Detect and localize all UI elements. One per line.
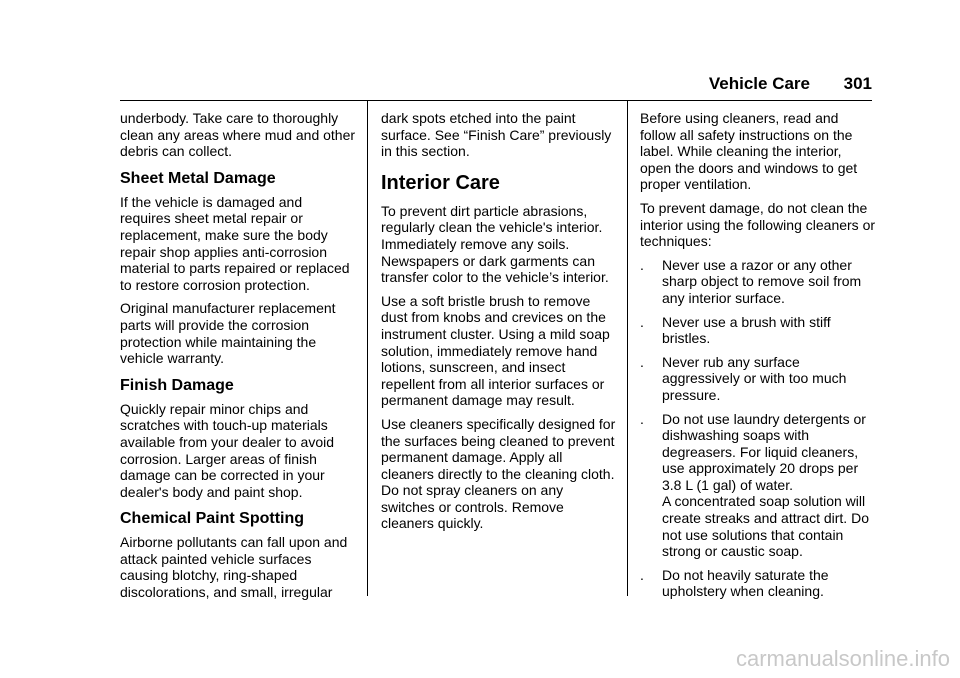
paragraph-finish-damage: Quickly repair minor chips and scratches with touch-up materials available from your dealer to avoid corrosion. Larger areas of finish damage can be corrected in your dealer's body and paint shop. [120, 400, 335, 500]
paragraph-safety-instructions: Before using cleaners, read and follow all safety instructions on the label. While cleaning the interior, open the doors and windows to get proper ventilation. [640, 110, 858, 193]
paragraph-dark-spots: dark spots etched into the paint surface. See “Finish Care” previously in this section. [381, 110, 612, 160]
watermark: carmanualsonline.info [735, 646, 950, 671]
column-divider-2 [627, 100, 628, 596]
paragraph-chemical-spotting: Airborne pollutants can fall upon and attack painted vehicle surfaces causing blotchy, ring-shaped discolorations, and small, irregular [120, 534, 348, 601]
list-item [640, 257, 876, 307]
list-item [640, 411, 876, 560]
list-item [640, 354, 876, 404]
heading-sheet-metal-damage: Sheet Metal Damage [120, 169, 276, 187]
page-number: 301 [843, 74, 872, 93]
heading-finish-damage: Finish Damage [120, 376, 234, 394]
bullet-mark: . [640, 353, 644, 370]
section-title: Vehicle Care [708, 74, 810, 93]
column-divider-1 [367, 100, 368, 596]
paragraph-prevent-damage: To prevent damage, do not clean the interior using the following cleaners or techniques: [640, 199, 876, 250]
list-item-text: Never rub any surface aggressively or with too much pressure. [662, 353, 847, 403]
heading-interior-care: Interior Care [381, 171, 500, 194]
list-item-extra-text: A concentrated soap solution will create streaks and attract dirt. Do not use solutions that contain strong or caustic soap. [662, 493, 869, 560]
heading-chemical-paint-spotting: Chemical Paint Spotting [120, 510, 305, 528]
column-1 [120, 110, 356, 608]
page-header [120, 66, 872, 101]
bullet-mark: . [640, 256, 644, 273]
paragraph-sheet-metal: If the vehicle is damaged and requires sheet metal repair or replacement, make sure the body repair shop applies anti-corrosion material to parts repaired or replaced to restore corrosion protection. [120, 193, 350, 293]
paragraph-cleaners: Use cleaners specifically designed for the surfaces being cleaned to prevent permanent damage. Apply all cleaners directly to the cleaning cloth. Do not spray cleaners on any switches or controls. Remove cleaners quickly. [381, 415, 616, 532]
list-item-text: Never use a razor or any other sharp object to remove soil from any interior surface. [662, 256, 862, 306]
paragraph-replacement-parts: Original manufacturer replacement parts will provide the corrosion protection while maintaining the vehicle warranty. [120, 300, 336, 367]
list-item-text: Do not heavily saturate the upholstery when cleaning. [662, 566, 829, 600]
list-item [640, 567, 876, 600]
bullet-mark: . [640, 566, 644, 583]
bullet-mark: . [640, 410, 644, 427]
list-item-text: Do not use laundry detergents or dishwashing soaps with degreasers. For liquid cleaners, use approximately 20 drops per 3.8 L (1 gal) of water. [662, 410, 866, 493]
paragraph-dirt-abrasions: To prevent dirt particle abrasions, regularly clean the vehicle's interior. Immediately remove any soils. Newspapers or dark garments can transfer color to the vehicle’s interior. [381, 202, 609, 286]
list-item-text: Never use a brush with stiff bristles. [662, 313, 831, 347]
column-2 [381, 110, 617, 539]
bullet-mark: . [640, 313, 644, 330]
list-item [640, 314, 876, 347]
paragraph-underbody: underbody. Take care to thoroughly clean any areas where mud and other debris can collect. [120, 110, 356, 160]
column-3 [640, 110, 876, 607]
paragraph-soft-brush: Use a soft bristle brush to remove dust from knobs and crevices on the instrument cluster. Using a mild soap solution, immediately remove hand lotions, sunscreen, and insect repellent from all interior surfaces or permanent damage may result. [381, 292, 610, 409]
